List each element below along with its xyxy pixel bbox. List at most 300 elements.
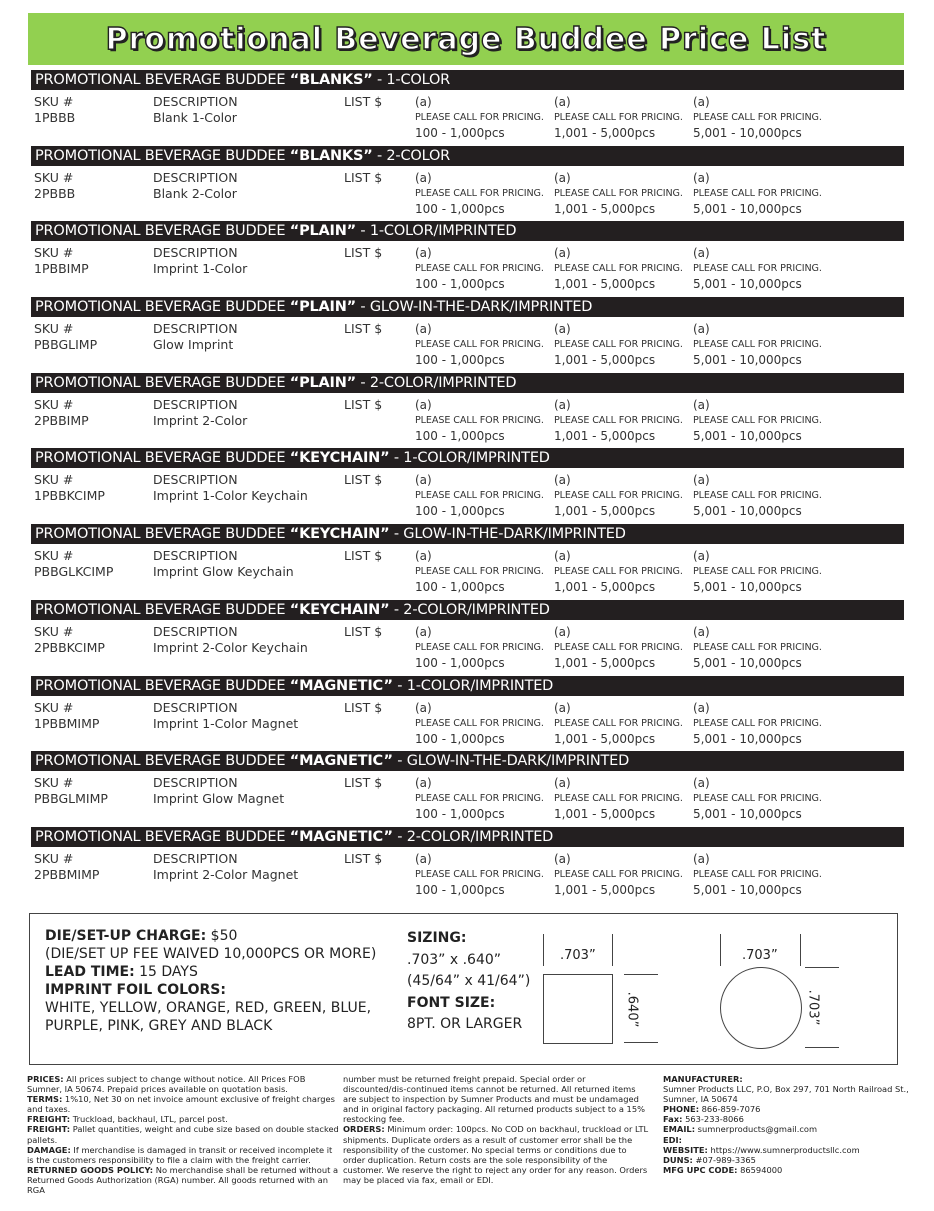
dimension-line [612,934,613,966]
title-banner [28,13,904,65]
price-note: (a) [693,549,710,564]
list-price-column [344,775,382,791]
description-label: DESCRIPTION [153,396,238,412]
description-value: Blank 2-Color [153,185,237,201]
section-header [31,146,904,166]
section-prefix: PROMOTIONAL BEVERAGE BUDDEE [35,72,290,88]
quantity-range: 5,001 - 10,000pcs [693,882,802,897]
quantity-range: 100 - 1,000pcs [415,201,505,216]
price-section [31,827,904,903]
price-tier-2 [554,472,694,519]
price-tier-3 [693,472,833,519]
price-tier-1 [415,624,555,671]
lead-time-label: LEAD TIME: [45,964,135,980]
dimension-line [805,1047,839,1048]
price-section [31,297,904,373]
list-price-column [344,700,382,716]
description-value: Imprint 1-Color Magnet [153,715,299,731]
description-label: DESCRIPTION [153,472,238,488]
description-label: DESCRIPTION [153,548,238,564]
freight-terms [27,1124,339,1144]
returns-label: RETURNED GOODS POLICY: [27,1164,154,1175]
quantity-range: 100 - 1,000pcs [415,126,505,140]
description-column [153,548,294,580]
sku-value: PBBGLMIMP [34,791,108,807]
sku-column [34,94,75,126]
price-note: (a) [415,776,432,791]
price-tier-3 [693,851,833,898]
description-value: Imprint 2-Color [153,412,248,428]
section-style: “PLAIN” [289,374,357,391]
description-value: Glow Imprint [153,337,234,353]
quantity-range: 100 - 1,000pcs [415,580,505,595]
section-style: “KEYCHAIN” [289,450,390,467]
call-for-pricing: PLEASE CALL FOR PRICING. [554,641,683,653]
description-value: Imprint 1-Color [153,261,248,277]
call-for-pricing: PLEASE CALL FOR PRICING. [415,490,544,502]
manufacturer-heading [663,1074,913,1084]
price-note: (a) [554,549,571,564]
freight-text: Truckload, backhaul, LTL, parcel post. [70,1114,228,1125]
price-section [31,600,904,676]
description-column [153,321,238,353]
returns-continued: number must be returned freight prepaid. Special order or discounted/dis-continued items cannot be returned. All returned items are subject to inspection by Sumner Products and must be undamaged and in original factory packaging. All returned products subject to a 15% restocking fee. [343,1074,645,1125]
sku-value: 1PBBMIMP [34,715,100,731]
price-tier-3 [693,321,833,368]
price-tier-3 [693,775,833,822]
call-for-pricing: PLEASE CALL FOR PRICING. [554,339,683,351]
circle-width-label: .703” [742,948,778,963]
call-for-pricing: PLEASE CALL FOR PRICING. [415,339,544,351]
description-value: Imprint Glow Keychain [153,564,294,580]
price-note: (a) [693,700,710,715]
quantity-range: 1,001 - 5,000pcs [554,428,656,443]
call-for-pricing: PLEASE CALL FOR PRICING. [554,263,683,275]
quantity-range: 5,001 - 10,000pcs [693,731,802,746]
list-price-column [344,472,382,488]
section-suffix: - GLOW-IN-THE-DARK/IMPRINTED [356,299,593,316]
price-tier-1 [415,472,555,519]
sku-label: SKU # [34,548,74,564]
footer-returns-orders [343,1074,649,1185]
list-price-column [344,245,382,261]
sku-value: 1PBBB [34,110,76,125]
price-tier-1 [415,851,555,898]
price-tier-3 [693,245,833,292]
price-tier-1 [415,321,555,368]
sku-value: 1PBBIMP [34,261,89,277]
quantity-range: 100 - 1,000pcs [415,353,505,368]
section-prefix: PROMOTIONAL BEVERAGE BUDDEE [35,223,290,240]
sizing-label: SIZING: [407,930,467,946]
quantity-range: 5,001 - 10,000pcs [693,428,802,443]
footer-manufacturer [663,1074,913,1175]
price-section [31,448,904,524]
call-for-pricing: PLEASE CALL FOR PRICING. [693,793,822,805]
sku-column [34,170,75,202]
section-style: “MAGNETIC” [289,677,393,694]
price-note: (a) [415,170,432,185]
list-price-label: LIST $ [344,472,383,488]
quantity-range: 5,001 - 10,000pcs [693,504,802,519]
section-style: “KEYCHAIN” [289,601,390,618]
fax-label: Fax: [663,1114,683,1125]
sku-label: SKU # [34,623,74,639]
duns-label: DUNS: [663,1154,693,1165]
section-header [31,676,904,696]
font-size-value: 8PT. OR LARGER [407,1016,523,1032]
call-for-pricing: PLEASE CALL FOR PRICING. [415,793,544,805]
description-column [153,397,247,429]
section-style: “MAGNETIC” [289,753,393,770]
call-for-pricing: PLEASE CALL FOR PRICING. [693,641,822,653]
price-note: (a) [415,473,432,488]
foil-colors-line-1: WHITE, YELLOW, ORANGE, RED, GREEN, BLUE, [45,1000,372,1016]
duns-value: #07-989-3365 [692,1154,756,1165]
section-prefix: PROMOTIONAL BEVERAGE BUDDEE [35,374,290,391]
call-for-pricing: PLEASE CALL FOR PRICING. [554,566,683,578]
charges-info [45,927,376,1035]
description-label: DESCRIPTION [153,699,238,715]
price-tier-1 [415,94,555,141]
quantity-range: 5,001 - 10,000pcs [693,807,802,822]
sku-label: SKU # [34,396,74,412]
price-note: (a) [693,95,710,109]
lead-time [45,963,376,981]
section-suffix: - 2-COLOR [372,147,451,164]
payment-terms [27,1094,339,1114]
price-tier-2 [554,851,694,898]
price-note: (a) [554,624,571,639]
price-tier-2 [554,775,694,822]
price-note: (a) [554,473,571,488]
call-for-pricing: PLEASE CALL FOR PRICING. [415,187,544,199]
sku-label: SKU # [34,775,74,791]
price-note: (a) [693,776,710,791]
call-for-pricing: PLEASE CALL FOR PRICING. [554,868,683,880]
call-for-pricing: PLEASE CALL FOR PRICING. [415,112,544,123]
price-tier-3 [693,624,833,671]
section-header [31,524,904,544]
list-price-column [344,321,382,337]
description-column [153,700,298,732]
price-note: (a) [415,549,432,564]
list-price-label: LIST $ [344,623,383,639]
call-for-pricing: PLEASE CALL FOR PRICING. [693,112,822,123]
section-suffix: - GLOW-IN-THE-DARK/IMPRINTED [392,753,630,770]
terms-label: TERMS: [27,1094,63,1105]
sku-value: 2PBBKCIMP [34,639,105,655]
terms-text: 1%10, Net 30 on net invoice amount exclusive of freight charges and taxes. [27,1094,335,1115]
damage-terms [27,1145,339,1165]
list-price-column [344,170,382,186]
price-note: (a) [554,700,571,715]
price-note: (a) [554,397,571,412]
upc-code [663,1165,913,1175]
sku-column [34,321,97,353]
quantity-range: 1,001 - 5,000pcs [554,882,656,897]
call-for-pricing: PLEASE CALL FOR PRICING. [693,263,822,275]
section-prefix: PROMOTIONAL BEVERAGE BUDDEE [35,299,290,316]
quantity-range: 5,001 - 10,000pcs [693,580,802,595]
phone [663,1104,913,1114]
price-tier-1 [415,700,555,747]
price-section [31,70,904,146]
prices-text: All prices subject to change without notice. All Prices FOB Sumner, IA 50674. Prepaid prices available on quotation basis. [27,1074,306,1095]
price-note: (a) [693,624,710,639]
section-suffix: - 2-COLOR/IMPRINTED [392,828,554,845]
dimension-line [800,934,801,966]
quantity-range: 1,001 - 5,000pcs [554,277,656,292]
sku-column [34,548,113,580]
orders-terms [343,1124,649,1185]
description-column [153,472,308,504]
section-prefix: PROMOTIONAL BEVERAGE BUDDEE [35,753,290,770]
section-prefix: PROMOTIONAL BEVERAGE BUDDEE [35,450,290,467]
list-price-column [344,94,382,110]
section-style: “BLANKS” [289,72,373,88]
quantity-range: 5,001 - 10,000pcs [693,353,802,368]
list-price-label: LIST $ [344,850,383,866]
sku-value: PBBGLKCIMP [34,564,114,580]
list-price-label: LIST $ [344,699,383,715]
price-tier-3 [693,94,833,141]
freight-terms [27,1114,339,1124]
freight-label: FREIGHT: [27,1124,71,1135]
price-note: (a) [554,851,571,866]
call-for-pricing: PLEASE CALL FOR PRICING. [415,263,544,275]
info-box [29,913,898,1065]
price-note: (a) [693,322,710,337]
phone-value: 866-859-7076 [699,1104,761,1115]
price-note: (a) [415,95,432,109]
duns [663,1155,913,1165]
sku-label: SKU # [34,472,74,488]
price-tier-2 [554,624,694,671]
price-note: (a) [693,851,710,866]
sku-label: SKU # [34,699,74,715]
sku-label: SKU # [34,169,74,185]
list-price-label: LIST $ [344,548,383,564]
description-value: Imprint 2-Color Magnet [153,866,299,882]
call-for-pricing: PLEASE CALL FOR PRICING. [693,868,822,880]
quantity-range: 1,001 - 5,000pcs [554,126,656,140]
quantity-range: 100 - 1,000pcs [415,277,505,292]
price-note: (a) [554,170,571,185]
quantity-range: 1,001 - 5,000pcs [554,731,656,746]
section-header [31,751,904,771]
quantity-range: 100 - 1,000pcs [415,504,505,519]
email [663,1124,913,1134]
price-tier-3 [693,397,833,444]
edi-label: EDI: [663,1134,682,1145]
list-price-label: LIST $ [344,775,383,791]
square-height-label: .640” [624,991,640,1028]
sku-value: 2PBBIMP [34,412,89,428]
description-column [153,624,308,656]
description-label: DESCRIPTION [153,94,238,109]
description-label: DESCRIPTION [153,623,238,639]
price-tier-2 [554,700,694,747]
section-suffix: - 1-COLOR/IMPRINTED [392,677,554,694]
fax [663,1114,913,1124]
price-tier-2 [554,548,694,595]
foil-colors-heading [45,981,376,999]
sku-column [34,245,89,277]
manufacturer-label: MANUFACTURER: [663,1074,743,1084]
price-section [31,221,904,297]
call-for-pricing: PLEASE CALL FOR PRICING. [693,490,822,502]
manufacturer-address-2: Sumner, IA 50674 [663,1094,738,1105]
price-note: (a) [554,246,571,261]
description-value: Blank 1-Color [153,110,237,125]
description-label: DESCRIPTION [153,321,238,337]
quantity-range: 100 - 1,000pcs [415,731,505,746]
footer-terms [27,1074,339,1195]
square-width-label: .703” [560,948,596,963]
freight-label: FREIGHT: [27,1114,71,1125]
sku-label: SKU # [34,321,74,337]
section-suffix: - 2-COLOR/IMPRINTED [389,601,550,618]
list-price-column [344,548,382,564]
die-charge-value: $50 [206,928,238,944]
price-section [31,146,904,222]
quantity-range: 100 - 1,000pcs [415,655,505,670]
description-label: DESCRIPTION [153,245,238,261]
price-sections [31,70,904,903]
upc-label: MFG UPC CODE: [663,1164,738,1175]
price-tier-1 [415,548,555,595]
price-note: (a) [415,397,432,412]
call-for-pricing: PLEASE CALL FOR PRICING. [554,793,683,805]
font-size-heading [407,993,530,1015]
call-for-pricing: PLEASE CALL FOR PRICING. [693,414,822,426]
description-label: DESCRIPTION [153,850,238,866]
section-header [31,827,904,847]
quantity-range: 5,001 - 10,000pcs [693,201,802,216]
damage-label: DAMAGE: [27,1144,71,1155]
quantity-range: 100 - 1,000pcs [415,428,505,443]
description-value: Imprint 1-Color Keychain [153,488,308,504]
manufacturer-address-1: Sumner Products LLC, P.O, Box 297, 701 North Railroad St., [663,1084,909,1095]
call-for-pricing: PLEASE CALL FOR PRICING. [693,566,822,578]
website-value: https://www.sumnerproductsllc.com [707,1144,860,1155]
list-price-label: LIST $ [344,321,383,337]
sku-value: 1PBBKCIMP [34,488,105,504]
sku-column [34,851,99,883]
website [663,1145,913,1155]
section-style: “PLAIN” [289,299,357,316]
price-note: (a) [554,776,571,791]
sku-value: 2PBBB [34,185,76,201]
price-tier-1 [415,170,555,217]
call-for-pricing: PLEASE CALL FOR PRICING. [415,868,544,880]
phone-label: PHONE: [663,1104,700,1115]
prices-terms [27,1074,339,1094]
call-for-pricing: PLEASE CALL FOR PRICING. [554,717,683,729]
sku-label: SKU # [34,850,74,866]
section-header [31,70,904,90]
description-label: DESCRIPTION [153,169,238,185]
description-column [153,851,298,883]
price-note: (a) [554,95,571,109]
section-suffix: - 1-COLOR/IMPRINTED [389,450,550,467]
dimension-line [720,934,721,966]
section-prefix: PROMOTIONAL BEVERAGE BUDDEE [35,677,290,694]
quantity-range: 1,001 - 5,000pcs [554,655,656,670]
section-header [31,373,904,393]
description-value: Imprint 2-Color Keychain [153,639,308,655]
list-price-label: LIST $ [344,94,383,109]
quantity-range: 1,001 - 5,000pcs [554,201,656,216]
quantity-range: 1,001 - 5,000pcs [554,580,656,595]
section-prefix: PROMOTIONAL BEVERAGE BUDDEE [35,828,290,845]
description-column [153,245,247,277]
returns-text: No merchandise shall be returned without a Returned Goods Authorization (RGA) number. All goods returned with an RGA [27,1164,339,1196]
call-for-pricing: PLEASE CALL FOR PRICING. [415,641,544,653]
die-charge-note: (DIE/SET UP FEE WAIVED 10,000PCS OR MORE) [45,946,377,962]
orders-label: ORDERS: [343,1124,385,1135]
call-for-pricing: PLEASE CALL FOR PRICING. [415,414,544,426]
price-tier-1 [415,245,555,292]
dimension-line [805,967,839,968]
sizing-inches: .703” x .640” [407,951,502,968]
price-note: (a) [693,246,710,261]
section-header [31,600,904,620]
list-price-label: LIST $ [344,396,383,412]
price-note: (a) [415,322,432,337]
call-for-pricing: PLEASE CALL FOR PRICING. [693,187,822,199]
list-price-column [344,851,382,867]
returns-policy [27,1165,339,1195]
section-header [31,448,904,468]
price-section [31,751,904,827]
section-prefix: PROMOTIONAL BEVERAGE BUDDEE [35,601,290,618]
section-style: “PLAIN” [289,223,357,240]
price-tier-2 [554,94,694,141]
sku-column [34,472,105,504]
circle-shape [720,967,802,1049]
website-label: WEBSITE: [663,1144,708,1155]
price-section [31,373,904,449]
section-suffix: - GLOW-IN-THE-DARK/IMPRINTED [389,526,626,543]
call-for-pricing: PLEASE CALL FOR PRICING. [554,187,683,199]
quantity-range: 5,001 - 10,000pcs [693,655,802,670]
quantity-range: 1,001 - 5,000pcs [554,807,656,822]
section-header [31,221,904,241]
call-for-pricing: PLEASE CALL FOR PRICING. [554,490,683,502]
sku-value: PBBGLIMP [34,337,98,353]
call-for-pricing: PLEASE CALL FOR PRICING. [415,566,544,578]
price-note: (a) [693,170,710,185]
circle-height-label: .703” [805,989,821,1026]
section-style: “MAGNETIC” [289,828,393,845]
price-note: (a) [693,397,710,412]
die-charge [45,927,376,945]
section-suffix: - 1-COLOR/IMPRINTED [356,223,517,240]
price-tier-2 [554,170,694,217]
section-suffix: - 1-COLOR [372,72,451,88]
call-for-pricing: PLEASE CALL FOR PRICING. [415,717,544,729]
sku-value: 2PBBMIMP [34,866,100,882]
list-price-column [344,397,382,413]
foil-colors-line-2: PURPLE, PINK, GREY AND BLACK [45,1018,273,1034]
dimension-line [624,1042,658,1043]
price-note: (a) [415,851,432,866]
sku-column [34,700,99,732]
upc-value: 86594000 [737,1164,783,1175]
call-for-pricing: PLEASE CALL FOR PRICING. [554,414,683,426]
